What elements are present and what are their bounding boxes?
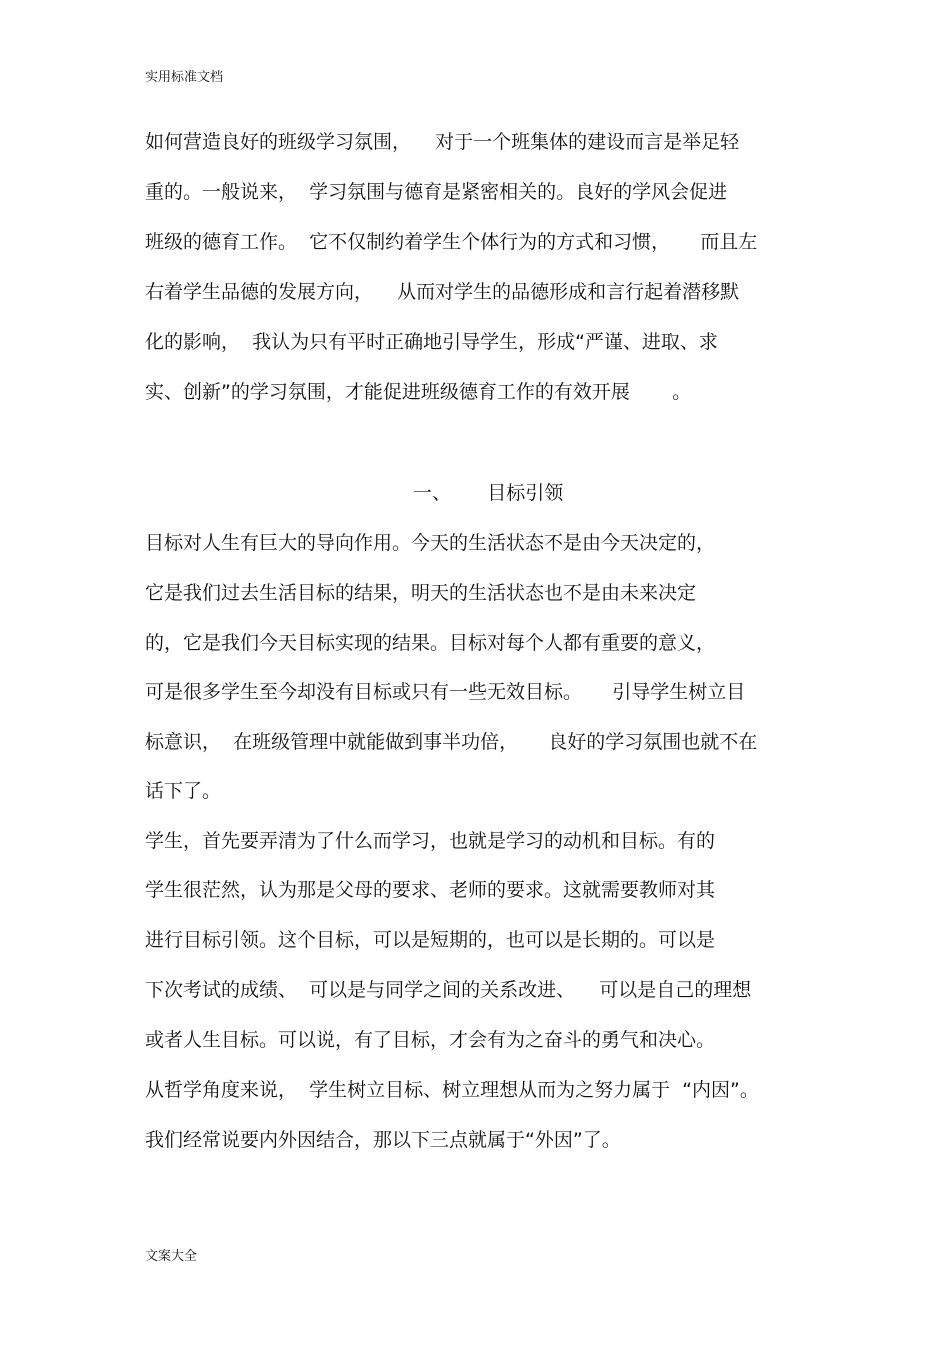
text-line: 学生很茫然，认为那是父母的要求、老师的要求。这就需要教师对其 bbox=[145, 879, 716, 901]
text-line: 学生，首先要弄清为了什么而学习，也就是学习的动机和目标。有的 bbox=[145, 830, 716, 852]
text-line: 右着学生品德的发展方向， 从而对学生的品德形成和言行起着潜移默 bbox=[145, 281, 740, 303]
text-line: 从哲学角度来说， 学生树立目标、树立理想从而为之努力属于 “内因”。 bbox=[145, 1079, 759, 1101]
text-line: 班级的德育工作。 它不仅制约着学生个体行为的方式和习惯， 而且左 bbox=[145, 231, 758, 253]
text-line: 它是我们过去生活目标的结果，明天的生活状态也不是由未来决定 bbox=[145, 582, 697, 604]
text-line: 下次考试的成绩、 可以是与同学之间的关系改进、 可以是自己的理想 bbox=[145, 979, 752, 1001]
text-line: 或者人生目标。可以说，有了目标，才会有为之奋斗的勇气和决心。 bbox=[145, 1029, 716, 1051]
text-line: 话下了。 bbox=[145, 780, 222, 802]
text-line: 如何营造良好的班级学习氛围， 对于一个班集体的建设而言是举足轻 bbox=[145, 131, 740, 153]
text-line: 进行目标引领。这个目标，可以是短期的，也可以是长期的。可以是 bbox=[145, 929, 716, 951]
text-line: 目标对人生有巨大的导向作用。今天的生活状态不是由今天决定的， bbox=[145, 532, 716, 554]
section-heading: 一、 目标引领 bbox=[413, 482, 564, 504]
page-header: 实用标准文档 bbox=[145, 70, 224, 85]
text-line: 我们经常说要内外因结合，那以下三点就属于“外因”了。 bbox=[145, 1129, 621, 1151]
text-line: 标意识， 在班级管理中就能做到事半功倍， 良好的学习氛围也就不在 bbox=[145, 731, 758, 753]
page-footer: 文案大全 bbox=[145, 1249, 198, 1264]
text-line: 可是很多学生至今却没有目标或只有一些无效目标。 引导学生树立目 bbox=[145, 681, 746, 703]
text-line: 重的。一般说来， 学习氛围与德育是紧密相关的。良好的学风会促进 bbox=[145, 181, 728, 203]
text-line: 实、创新”的学习氛围，才能促进班级德育工作的有效开展 。 bbox=[145, 381, 692, 403]
text-line: 化的影响， 我认为只有平时正确地引导学生，形成“严谨、进取、求 bbox=[145, 331, 718, 353]
text-line: 的，它是我们今天目标实现的结果。目标对每个人都有重要的意义， bbox=[145, 632, 716, 654]
